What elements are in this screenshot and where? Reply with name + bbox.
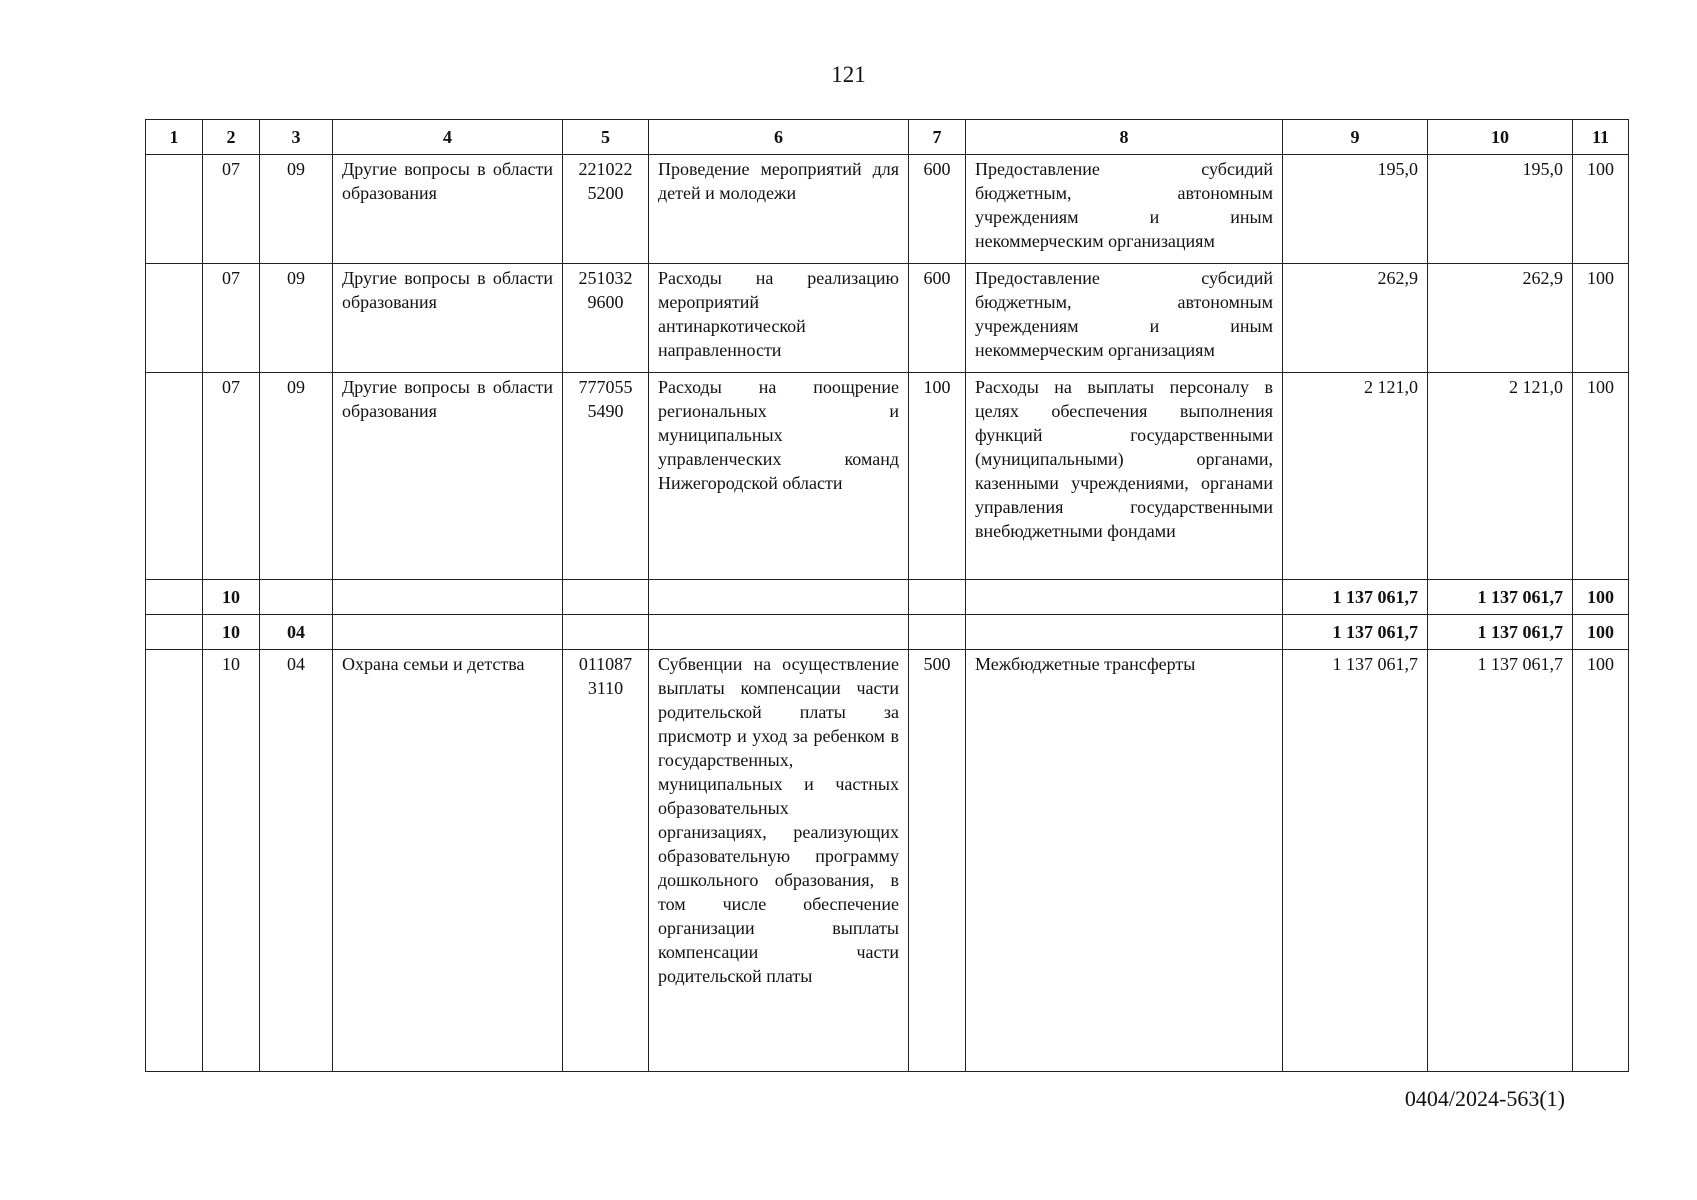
cell-planned: 1 137 061,7 xyxy=(1283,615,1428,650)
cell-section-name: Другие вопросы в области образования xyxy=(333,264,563,373)
header-row xyxy=(146,120,1629,155)
table-row-total xyxy=(146,580,1629,615)
cell-percent: 100 xyxy=(1573,373,1629,580)
table-row xyxy=(146,650,1629,1072)
cell-executed: 1 137 061,7 xyxy=(1428,580,1573,615)
cell-planned: 2 121,0 xyxy=(1283,373,1428,580)
cell-section-name: Охрана семьи и детства xyxy=(333,650,563,1072)
cell-expense-type: 100 xyxy=(909,373,966,580)
cell-c1 xyxy=(146,580,203,615)
cell-executed: 2 121,0 xyxy=(1428,373,1573,580)
table-row-subtotal xyxy=(146,615,1629,650)
cell-section-name: Другие вопросы в области образования xyxy=(333,155,563,264)
col-header-2: 2 xyxy=(203,120,260,155)
cell-section: 07 xyxy=(203,155,260,264)
col-header-11: 11 xyxy=(1573,120,1629,155)
cell-c1 xyxy=(146,615,203,650)
cell-percent: 100 xyxy=(1573,264,1629,373)
table-row xyxy=(146,373,1629,580)
cell-expense-type: 500 xyxy=(909,650,966,1072)
cell-percent: 100 xyxy=(1573,155,1629,264)
cell-expense-type xyxy=(909,580,966,615)
cell-section-name xyxy=(333,615,563,650)
cell-target-code: 011087 3110 xyxy=(563,650,649,1072)
cell-percent: 100 xyxy=(1573,650,1629,1072)
col-header-4: 4 xyxy=(333,120,563,155)
cell-expense-type: 600 xyxy=(909,264,966,373)
cell-expense-type-name: Расходы на выплаты персоналу в целях обеспечения выполнения функций государственными (муниципальными) органами, казенными учреждениями, органами управления государственными внебюджетными фондами xyxy=(966,373,1283,580)
cell-expense-type: 600 xyxy=(909,155,966,264)
cell-executed: 195,0 xyxy=(1428,155,1573,264)
col-header-1: 1 xyxy=(146,120,203,155)
cell-target-name: Проведение мероприятий для детей и молодежи xyxy=(649,155,909,264)
col-header-9: 9 xyxy=(1283,120,1428,155)
cell-subsection: 04 xyxy=(260,615,333,650)
cell-section: 10 xyxy=(203,615,260,650)
cell-target-code: 777055 5490 xyxy=(563,373,649,580)
col-header-8: 8 xyxy=(966,120,1283,155)
cell-expense-type-name: Межбюджетные трансферты xyxy=(966,650,1283,1072)
cell-executed: 1 137 061,7 xyxy=(1428,650,1573,1072)
cell-target-code xyxy=(563,615,649,650)
col-header-3: 3 xyxy=(260,120,333,155)
col-header-7: 7 xyxy=(909,120,966,155)
cell-subsection xyxy=(260,580,333,615)
table-row xyxy=(146,264,1629,373)
col-header-6: 6 xyxy=(649,120,909,155)
cell-target-code xyxy=(563,580,649,615)
cell-subsection: 04 xyxy=(260,650,333,1072)
cell-c1 xyxy=(146,155,203,264)
cell-section-name xyxy=(333,580,563,615)
cell-planned: 262,9 xyxy=(1283,264,1428,373)
cell-planned: 1 137 061,7 xyxy=(1283,580,1428,615)
cell-section: 07 xyxy=(203,264,260,373)
cell-subsection: 09 xyxy=(260,155,333,264)
cell-expense-type-name xyxy=(966,615,1283,650)
cell-c1 xyxy=(146,373,203,580)
col-header-5: 5 xyxy=(563,120,649,155)
cell-target-code: 251032 9600 xyxy=(563,264,649,373)
cell-planned: 195,0 xyxy=(1283,155,1428,264)
cell-target-name xyxy=(649,580,909,615)
cell-c1 xyxy=(146,650,203,1072)
cell-target-name: Субвенции на осуществление выплаты компенсации части родительской платы за присмотр и уход за ребенком в государственных, муниципальных и частных образовательных организациях, реализующих образовательную программу дошкольного образования, в том числе обеспечение организации выплаты компенсации части родительской платы xyxy=(649,650,909,1072)
cell-expense-type xyxy=(909,615,966,650)
cell-expense-type-name: Предоставление субсидий бюджетным, автономным учреждениям и иным некоммерческим организациям xyxy=(966,155,1283,264)
cell-subsection: 09 xyxy=(260,373,333,580)
cell-subsection: 09 xyxy=(260,264,333,373)
cell-target-name: Расходы на реализацию мероприятий антинаркотической направленности xyxy=(649,264,909,373)
table-row xyxy=(146,155,1629,264)
cell-executed: 1 137 061,7 xyxy=(1428,615,1573,650)
cell-percent: 100 xyxy=(1573,615,1629,650)
cell-executed: 262,9 xyxy=(1428,264,1573,373)
cell-section: 10 xyxy=(203,650,260,1072)
cell-percent: 100 xyxy=(1573,580,1629,615)
cell-target-code: 221022 5200 xyxy=(563,155,649,264)
document-code: 0404/2024-563(1) xyxy=(1404,1086,1565,1111)
cell-section-name: Другие вопросы в области образования xyxy=(333,373,563,580)
page-number: 121 xyxy=(831,62,866,87)
cell-expense-type-name: Предоставление субсидий бюджетным, автономным учреждениям и иным некоммерческим организациям xyxy=(966,264,1283,373)
cell-section: 10 xyxy=(203,580,260,615)
cell-planned: 1 137 061,7 xyxy=(1283,650,1428,1072)
cell-target-name xyxy=(649,615,909,650)
cell-expense-type-name xyxy=(966,580,1283,615)
cell-c1 xyxy=(146,264,203,373)
cell-target-name: Расходы на поощрение региональных и муниципальных управленческих команд Нижегородской области xyxy=(649,373,909,580)
col-header-10: 10 xyxy=(1428,120,1573,155)
cell-section: 07 xyxy=(203,373,260,580)
budget-table xyxy=(145,119,1629,1072)
